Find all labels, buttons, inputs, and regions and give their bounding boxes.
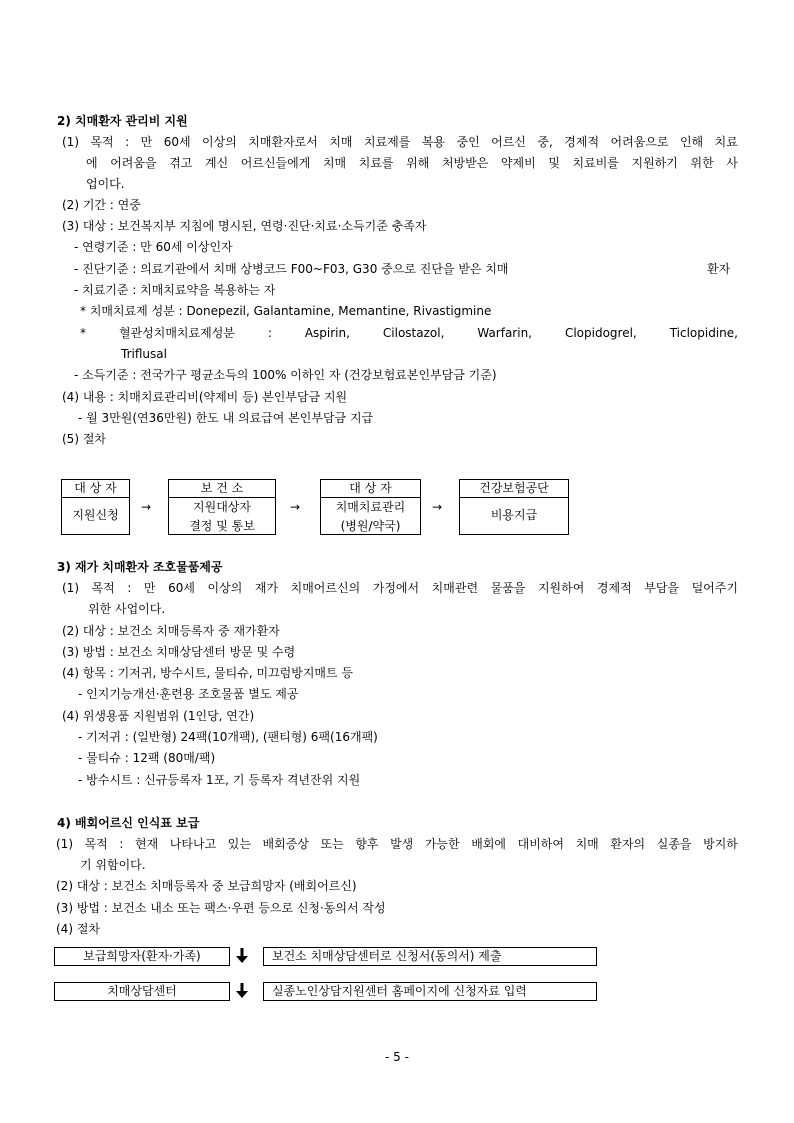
flow-step-head: 보 건 소 (169, 480, 275, 498)
word: 에 (86, 156, 98, 170)
word: 복용 (421, 135, 446, 149)
section-2-age-criterion: - 연령기준 : 만 60세 이상인자 (74, 240, 233, 254)
word: : (119, 837, 124, 851)
section-3-items-extra: - 인지기능개선·훈련용 조호물품 별도 제공 (78, 687, 299, 701)
flow-step-body: 비용지급 (490, 508, 538, 522)
word: 어르신 (491, 135, 526, 149)
flow-arrow: → (141, 500, 152, 514)
word: 경제적 (564, 135, 600, 149)
section-2-diagnosis-criterion: - 진단기준 : 의료기관에서 치매 상병코드 F00~F03, G30 중으로 진단을 받은 치매 (74, 262, 509, 276)
flow-step-treatment (320, 479, 421, 535)
section-2-treatment-criterion: - 치료기준 : 치매치료약을 복용하는 자 (74, 283, 276, 297)
word: 어려움을 (110, 156, 157, 170)
word: 환자의 (610, 837, 646, 851)
word: 지원하기 (631, 156, 678, 170)
word: 대비하여 (517, 837, 564, 851)
word: 및 (548, 156, 560, 170)
word: 목적 (90, 135, 114, 149)
word: : (127, 581, 132, 595)
section-2-purpose-line-1 (62, 134, 738, 150)
word: 겪고 (169, 156, 193, 170)
word: 60세 (168, 581, 195, 595)
section-3-purpose-line-1 (62, 580, 738, 596)
word: 또는 (320, 837, 344, 851)
section-2-drug-ingredients: * 치매치료제 성분 : Donepezil, Galantamine, Memantine, Rivastigmine (80, 304, 492, 318)
word: 중인 (456, 135, 480, 149)
word: 발생 (390, 837, 414, 851)
section-4-purpose-line-1 (56, 836, 738, 852)
section-3-title: 3) 재가 치매환자 조호물품제공 (57, 560, 223, 574)
word: 치매 (575, 837, 599, 851)
section-3-items: (4) 항목 : 기저귀, 방수시트, 물티슈, 미끄럼방지매트 등 (62, 666, 354, 680)
section-2-target: (3) 대상 : 보건복지부 지침에 명시된, 연령·진단·치료·소득기준 충족자 (62, 219, 427, 233)
word: 이상의 (207, 581, 243, 595)
flow-step-body: 지원신청 (72, 508, 119, 522)
flow-arrow: → (290, 500, 301, 514)
word: 치매관련 (431, 581, 479, 595)
word: 이상의 (202, 135, 237, 149)
word: (1) (62, 581, 79, 595)
vascular-colon: : (267, 326, 272, 340)
word: 계신 (204, 156, 229, 170)
word: : (125, 135, 130, 149)
section-3-wipes: - 물티슈 : 12팩 (80매/팩) (78, 751, 216, 765)
flow-step-health-center (168, 479, 276, 535)
word: 배회에 (471, 837, 507, 851)
flow-step-body-line-1: 치매치료관리 (335, 500, 406, 514)
section-4-title: 4) 배회어르신 인식표 보급 (57, 816, 200, 830)
word: 방지하 (703, 837, 738, 851)
flow-step-body-line-2: 결정 및 통보 (189, 519, 255, 533)
section-4-procedure: (4) 절차 (56, 922, 100, 936)
drug-aspirin: Aspirin, (304, 326, 350, 340)
word: 위한 (690, 156, 714, 170)
word: 치료 (714, 135, 738, 149)
word: 처방받은 (441, 156, 489, 170)
drug-cilostazol: Cilostazol, (382, 326, 445, 340)
word: 치료를 (358, 156, 394, 170)
word: 부담을 (644, 581, 680, 595)
section-3-diaper: - 기저귀 : (일반형) 24팩(10개팩), (팬티형) 6팩(16개팩) (78, 730, 378, 744)
flow-arrow: → (432, 500, 443, 514)
flow-step-head: 건강보험공단 (460, 480, 568, 498)
word: 지원하여 (537, 581, 585, 595)
section-2-purpose-line-3: 업이다. (86, 177, 125, 191)
word: 인해 (679, 135, 704, 149)
step-input-box: 실종노인상담지원센터 홈페이지에 신청자료 입력 (263, 982, 597, 1001)
word: 어르신들에게 (240, 156, 311, 170)
word: 재가 (254, 581, 279, 595)
drug-ticlopidine: Ticlopidine, (669, 326, 738, 340)
vascular-label: 혈관성치매치료제성분 (118, 326, 235, 340)
section-2-period: (2) 기간 : 연중 (62, 198, 141, 212)
section-3-target: (2) 대상 : 보건소 치매등록자 중 재가환자 (62, 624, 280, 638)
vascular-bullet: * (80, 326, 86, 340)
step-submit-box: 보건소 치매상담센터로 신청서(동의서) 제출 (263, 947, 597, 966)
word: 만 (140, 135, 153, 149)
word: 실종을 (656, 837, 692, 851)
flow-step-head: 대 상 자 (321, 480, 420, 498)
section-4-target: (2) 대상 : 보건소 치매등록자 중 보급희망자 (배회어르신) (56, 879, 357, 893)
word: 덜어주기 (691, 581, 738, 595)
drug-warfarin: Warfarin, (477, 326, 532, 340)
section-3-method: (3) 방법 : 보건소 치매상담센터 방문 및 수령 (62, 645, 296, 659)
section-3-scope: (4) 위생용품 지원범위 (1인당, 연간) (62, 709, 255, 723)
word: 가정에서 (372, 581, 420, 595)
word: 약제비 (500, 156, 536, 170)
word: 목적 (84, 837, 108, 851)
section-2-vascular-drug-ingredients (80, 325, 738, 341)
page-number: - 5 - (385, 1050, 409, 1064)
flow-step-body-line-1: 지원대상자 (193, 500, 251, 514)
word: 만 (143, 581, 156, 595)
down-arrow-icon (236, 983, 248, 999)
down-arrow-icon (236, 948, 248, 964)
step-applicant-box: 보급희망자(환자·가족) (54, 947, 230, 966)
drug-clopidogrel: Clopidogrel, (564, 326, 637, 340)
flow-step-insurance (459, 479, 569, 535)
word: 가능한 (424, 837, 460, 851)
word: 치료비를 (572, 156, 619, 170)
word: 현재 (135, 837, 159, 851)
flow-step-head: 대 상 자 (62, 480, 129, 498)
word: 어려움으로 (610, 135, 669, 149)
word: 목적 (91, 581, 115, 595)
word: 치매 (329, 135, 353, 149)
section-2-content: (4) 내용 : 치매치료관리비(약제비 등) 본인부담금 지원 (62, 390, 348, 404)
section-4-method: (3) 방법 : 보건소 내소 또는 팩스·우편 등으로 신청·동의서 작성 (56, 901, 386, 915)
word: (1) (62, 135, 79, 149)
word: 치료제를 (363, 135, 411, 149)
word: 60세 (163, 135, 191, 149)
section-4-purpose-line-2: 기 위함이다. (80, 858, 146, 872)
word: 있는 (227, 837, 251, 851)
word: 중, (537, 135, 553, 149)
section-2-diagnosis-criterion-end: 환자 (707, 262, 731, 276)
word: 경제적 (596, 581, 632, 595)
word: 위해 (406, 156, 430, 170)
word: 사 (726, 156, 738, 170)
word: 치매환자로서 (248, 135, 318, 149)
flow-step-body-line-2: (병원/약국) (340, 519, 401, 533)
word: 나타나고 (169, 837, 217, 851)
flow-step-applicant (61, 479, 130, 535)
section-2-procedure: (5) 절차 (62, 432, 106, 446)
section-2-content-detail: - 월 3만원(연36만원) 한도 내 의료급여 본인부담금 지급 (78, 411, 374, 425)
section-2-vascular-drug-continued: Triflusal (121, 347, 167, 361)
section-2-title: 2) 치매환자 관리비 지원 (57, 114, 188, 128)
word: 물품을 (490, 581, 526, 595)
word: 배회증상 (262, 837, 309, 851)
step-center-box: 치매상담센터 (54, 982, 230, 1001)
section-2-purpose-line-2 (86, 155, 738, 171)
word: 향후 (355, 837, 379, 851)
word: 치매어르신의 (290, 581, 361, 595)
section-2-income-criterion: - 소득기준 : 전국가구 평균소득의 100% 이하인 자 (건강보험료본인부담금 기준) (74, 368, 497, 382)
section-3-purpose-line-2: 위한 사업이다. (88, 602, 166, 616)
word: (1) (56, 837, 73, 851)
section-3-sheet: - 방수시트 : 신규등록자 1포, 기 등록자 격년잔위 지원 (78, 773, 361, 787)
word: 치매 (322, 156, 347, 170)
